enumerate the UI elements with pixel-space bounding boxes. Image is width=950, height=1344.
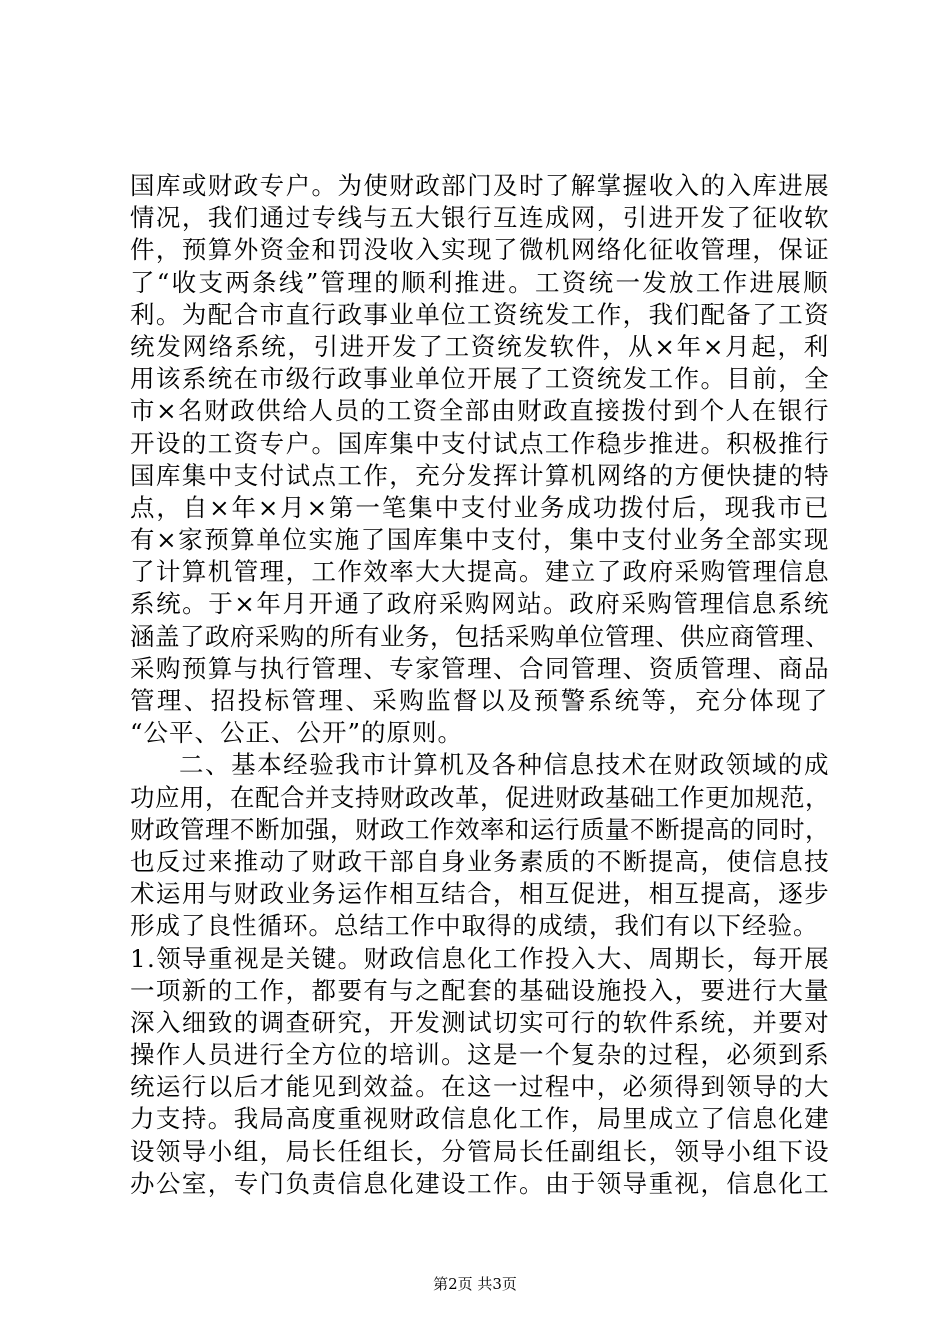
text-line: 统运行以后才能见到效益。在这一过程中，必须得到领导的大 (130, 1072, 830, 1102)
text-line: 系统。于×年月开通了政府采购网站。政府采购管理信息系统 (130, 589, 830, 619)
text-line: 市×名财政供给人员的工资全部由财政直接拨付到个人在银行 (130, 396, 830, 426)
text-line: 用该系统在市级行政事业单位开展了工资统发工作。目前，全 (130, 364, 830, 394)
text-line: 国库或财政专户。为使财政部门及时了解掌握收入的入库进展 (130, 171, 830, 200)
text-line: 有×家预算单位实施了国库集中支付，集中支付业务全部实现 (130, 525, 830, 555)
text-line: 深入细致的调查研究，开发测试切实可行的软件系统，并要对 (130, 1007, 830, 1037)
text-line: 财政管理不断加强，财政工作效率和运行质量不断提高的同时， (130, 814, 830, 844)
text-line: 开设的工资专户。国库集中支付试点工作稳步推进。积极推行 (130, 428, 830, 458)
text-line: 件，预算外资金和罚没收入实现了微机网络化征收管理，保证 (130, 235, 830, 265)
text-line: 操作人员进行全方位的培训。这是一个复杂的过程，必须到系 (130, 1040, 830, 1070)
text-line: 设领导小组，局长任组长，分管局长任副组长，领导小组下设 (130, 1136, 830, 1166)
document-body (130, 170, 830, 1200)
text-line: 形成了良性循环。总结工作中取得的成绩，我们有以下经验。 (130, 911, 819, 941)
text-line: 涵盖了政府采购的所有业务，包括采购单位管理、供应商管理、 (130, 621, 830, 651)
text-line: 采购预算与执行管理、专家管理、合同管理、资质管理、商品 (130, 653, 830, 683)
text-line: 管理、招投标管理、采购监督以及预警系统等，充分体现了 (130, 686, 830, 715)
text-line: 1.领导重视是关键。财政信息化工作投入大、周期长，每开展 (130, 943, 830, 973)
text-line: 统发网络系统，引进开发了工资统发软件，从×年×月起，利 (130, 331, 830, 361)
text-line: 点，自×年×月×第一笔集中支付业务成功拨付后，现我市已 (130, 492, 830, 522)
text-line: 也反过来推动了财政干部自身业务素质的不断提高，使信息技 (130, 846, 830, 876)
text-line: 情况，我们通过专线与五大银行互连成网，引进开发了征收软 (130, 203, 830, 233)
text-line: 一项新的工作，都要有与之配套的基础设施投入，要进行大量 (130, 975, 830, 1005)
text-line: 办公室，专门负责信息化建设工作。由于领导重视，信息化工 (130, 1168, 830, 1198)
text-line: 二、基本经验我市计算机及各种信息技术在财政领域的成 (179, 750, 830, 780)
text-line: 功应用，在配合并支持财政改革，促进财政基础工作更加规范， (130, 782, 830, 812)
text-line: 了“收支两条线”管理的顺利推进。工资统一发放工作进展顺 (130, 267, 830, 297)
text-line: 术运用与财政业务运作相互结合，相互促进，相互提高，逐步 (130, 879, 830, 909)
text-line: 力支持。我局高度重视财政信息化工作，局里成立了信息化建 (130, 1104, 830, 1134)
page-footer: 第2页 共3页 (433, 1275, 517, 1293)
text-line: “公平、公正、公开”的原则。 (130, 718, 464, 748)
text-line: 了计算机管理，工作效率大大提高。建立了政府采购管理信息 (130, 557, 830, 587)
text-line: 国库集中支付试点工作，充分发挥计算机网络的方便快捷的特 (130, 460, 830, 490)
text-line: 利。为配合市直行政事业单位工资统发工作，我们配备了工资 (130, 299, 830, 329)
